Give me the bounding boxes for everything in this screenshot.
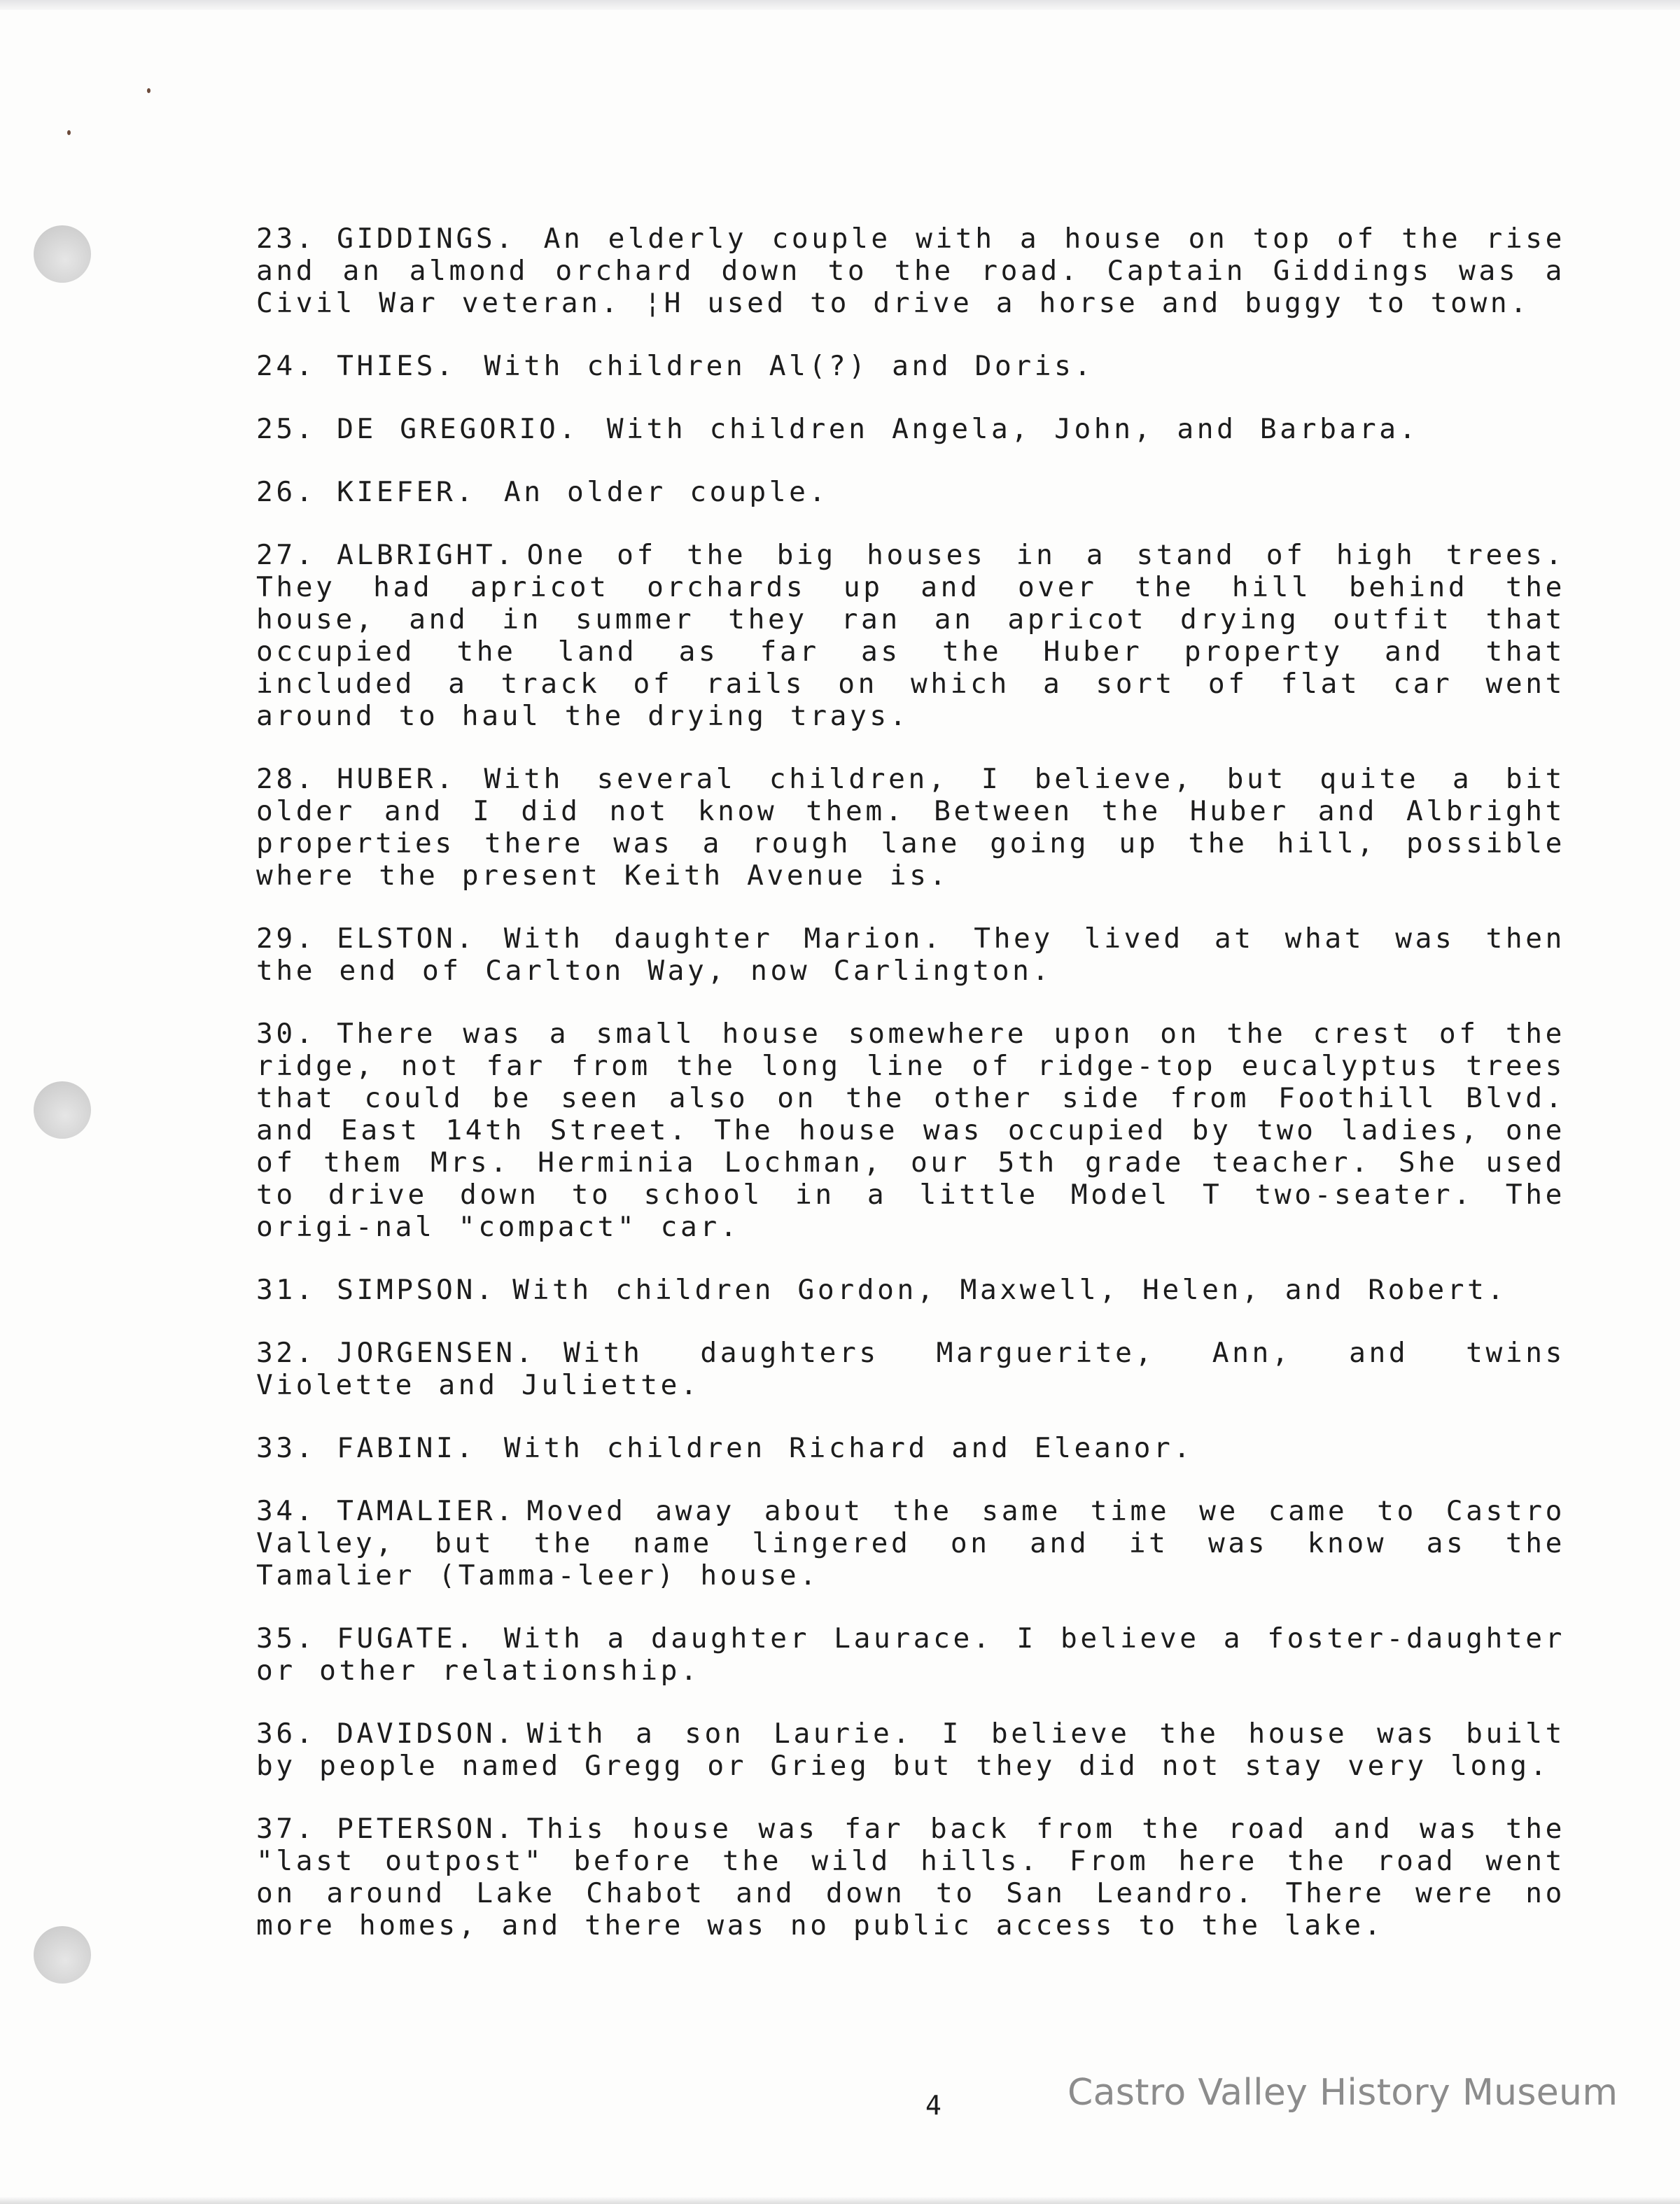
document-body <box>256 223 1565 1972</box>
entry-24 <box>256 350 1565 382</box>
entry-36 <box>256 1718 1565 1782</box>
family-name: FUGATE. <box>337 1622 476 1655</box>
entry-29 <box>256 922 1565 987</box>
entry-number: 28. <box>256 763 316 795</box>
entry-text: There was a small house somewhere upon on the crest of the ridge, not far from the long line of ridge-top eucalyptus trees that could be seen also on the other side from Foothill Blvd. and East 14th Street. The house was occupied by two ladies, one of them Mrs. Herminia Lochman, our 5th grade teacher. She used to drive down to school in a little Model T two-seater. The origi-nal "compact" car. <box>256 1018 1565 1243</box>
family-name: DAVIDSON. <box>337 1718 516 1750</box>
family-name: PETERSON. <box>337 1813 516 1845</box>
entry-32 <box>256 1337 1565 1401</box>
entry-33 <box>256 1432 1565 1464</box>
entry-28 <box>256 763 1565 892</box>
entry-number: 37. <box>256 1813 316 1845</box>
entry-text: With daughter Marion. They lived at what was then the end of Carlton Way, now Carlington. <box>256 922 1565 987</box>
page-bottom-edge <box>0 2197 1680 2204</box>
entry-25 <box>256 413 1565 445</box>
entry-text: An elderly couple with a house on top of the rise and an almond orchard down to the road. Captain Giddings was a Civil War veteran. ¦H used to drive a horse and buggy to town. <box>256 223 1565 319</box>
family-name: HUBER. <box>337 763 456 795</box>
entry-number: 30. <box>256 1018 316 1050</box>
entry-number: 33. <box>256 1432 316 1464</box>
entry-30 <box>256 1018 1565 1243</box>
entry-text: With daughters Marguerite, Ann, and twins Violette and Juliette. <box>256 1337 1565 1401</box>
paper-speck <box>147 88 150 93</box>
punch-hole-middle <box>34 1081 91 1139</box>
entry-number: 32. <box>256 1337 316 1369</box>
family-name: KIEFER. <box>337 476 476 508</box>
entry-text: With a son Laurie. I believe the house was built by people named Gregg or Grieg but they did not stay very long. <box>256 1718 1565 1782</box>
entry-text: With children Richard and Eleanor. <box>503 1432 1194 1464</box>
entry-text: An older couple. <box>503 476 829 508</box>
page-top-edge <box>0 0 1680 10</box>
entry-text: With children Al(?) and Doris. <box>484 350 1094 382</box>
family-name: GIDDINGS. <box>337 223 516 255</box>
entry-number: 25. <box>256 413 316 445</box>
family-name: DE GREGORIO. <box>337 413 579 445</box>
entry-number: 27. <box>256 539 316 571</box>
family-name: JORGENSEN. <box>337 1337 536 1369</box>
entry-text: With children Gordon, Maxwell, Helen, and Robert. <box>512 1274 1507 1306</box>
family-name: TAMALIER. <box>337 1495 516 1527</box>
entry-37 <box>256 1813 1565 1942</box>
family-name: THIES. <box>337 350 456 382</box>
entry-23 <box>256 223 1565 319</box>
entry-text: This house was far back from the road and was the "last outpost" before the wild hills. From here the road went on around Lake Chabot and down to San Leandro. There were no more homes, and there was no public access to the lake. <box>256 1813 1565 1942</box>
punch-hole-bottom <box>34 1926 91 1984</box>
entry-text: One of the big houses in a stand of high trees. They had apricot orchards up and over the hill behind the house, and in summer they ran an apricot drying outfit that occupied the land as far as the Huber property and that included a track of rails on which a sort of flat car went around to haul the drying trays. <box>256 539 1565 732</box>
punch-hole-top <box>34 225 91 283</box>
entry-text: Moved away about the same time we came to Castro Valley, but the name lingered on and it was know as the Tamalier (Tamma-leer) house. <box>256 1495 1565 1592</box>
entry-text: With children Angela, John, and Barbara. <box>606 413 1419 445</box>
family-name: SIMPSON. <box>337 1274 496 1306</box>
entry-31 <box>256 1274 1565 1306</box>
entry-35 <box>256 1622 1565 1687</box>
entry-text: With a daughter Laurace. I believe a foster-daughter or other relationship. <box>256 1622 1565 1687</box>
entry-number: 34. <box>256 1495 316 1527</box>
entry-number: 35. <box>256 1622 316 1655</box>
entry-number: 31. <box>256 1274 316 1306</box>
entry-number: 29. <box>256 922 316 955</box>
page-number: 4 <box>925 2090 943 2121</box>
entry-number: 23. <box>256 223 316 255</box>
family-name: ELSTON. <box>337 922 476 955</box>
entry-34 <box>256 1495 1565 1592</box>
museum-watermark: Castro Valley History Museum <box>1068 2072 1618 2114</box>
family-name: ALBRIGHT. <box>337 539 516 571</box>
entry-26 <box>256 476 1565 508</box>
entry-27 <box>256 539 1565 732</box>
paper-speck <box>67 130 71 135</box>
entry-number: 24. <box>256 350 316 382</box>
entry-number: 26. <box>256 476 316 508</box>
family-name: FABINI. <box>337 1432 476 1464</box>
entry-number: 36. <box>256 1718 316 1750</box>
entry-text: With several children, I believe, but quite a bit older and I did not know them. Between the Huber and Albright properties there was a rough lane going up the hill, possible where the present Keith Avenue is. <box>256 763 1565 892</box>
